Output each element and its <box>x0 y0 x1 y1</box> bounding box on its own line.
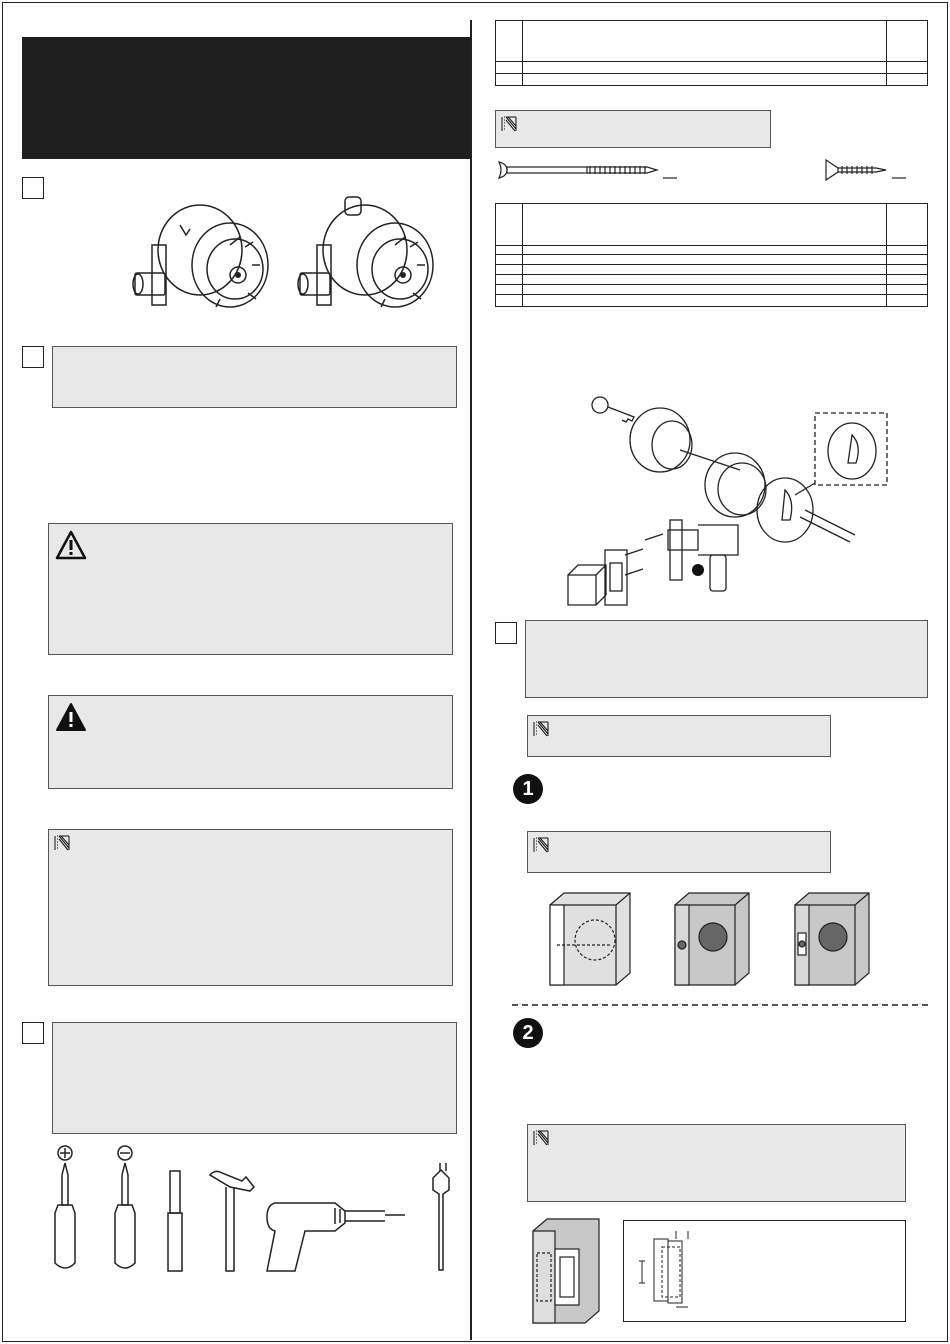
step-number-1: 1 <box>513 774 543 804</box>
note-icon <box>54 835 70 851</box>
note-panel-screws <box>495 110 771 148</box>
dimension-detail-box <box>623 1220 906 1322</box>
note-icon <box>533 1130 549 1146</box>
info-panel-c <box>52 1022 457 1134</box>
section-divider <box>512 1004 928 1006</box>
door-prep-illustrations <box>540 885 870 990</box>
note-icon <box>501 116 517 132</box>
mortise-dimension-diagram <box>636 1227 696 1315</box>
short-screw-illustration <box>822 158 912 182</box>
deadbolt-single-illustration <box>130 195 275 315</box>
info-panel-d <box>525 620 928 698</box>
warning-triangle-icon <box>55 702 87 732</box>
deadbolt-double-illustration <box>295 195 445 315</box>
info-panel-b <box>52 346 457 408</box>
step-box-c <box>22 1022 44 1044</box>
exploded-parts-diagram <box>560 385 890 615</box>
parts-table-2 <box>495 203 928 307</box>
note-icon <box>533 837 549 853</box>
note-panel-d3 <box>527 1124 906 1202</box>
note-panel-d2 <box>527 831 831 873</box>
tools-illustration <box>50 1143 450 1275</box>
note-panel-left <box>48 829 453 986</box>
step-box-d <box>495 622 517 644</box>
note-panel-d1 <box>527 715 831 757</box>
warning-panel-2 <box>48 695 453 789</box>
column-divider <box>470 20 472 1340</box>
step-number-2: 2 <box>513 1018 543 1048</box>
step-box-b <box>22 346 44 368</box>
warning-triangle-icon <box>55 530 87 560</box>
note-icon <box>533 721 549 737</box>
long-screw-illustration <box>495 158 695 182</box>
door-mortise-illustration <box>527 1213 607 1325</box>
warning-panel-1 <box>48 523 453 655</box>
step-box-a <box>22 177 44 199</box>
parts-table-1 <box>495 20 928 86</box>
title-banner <box>22 37 470 159</box>
